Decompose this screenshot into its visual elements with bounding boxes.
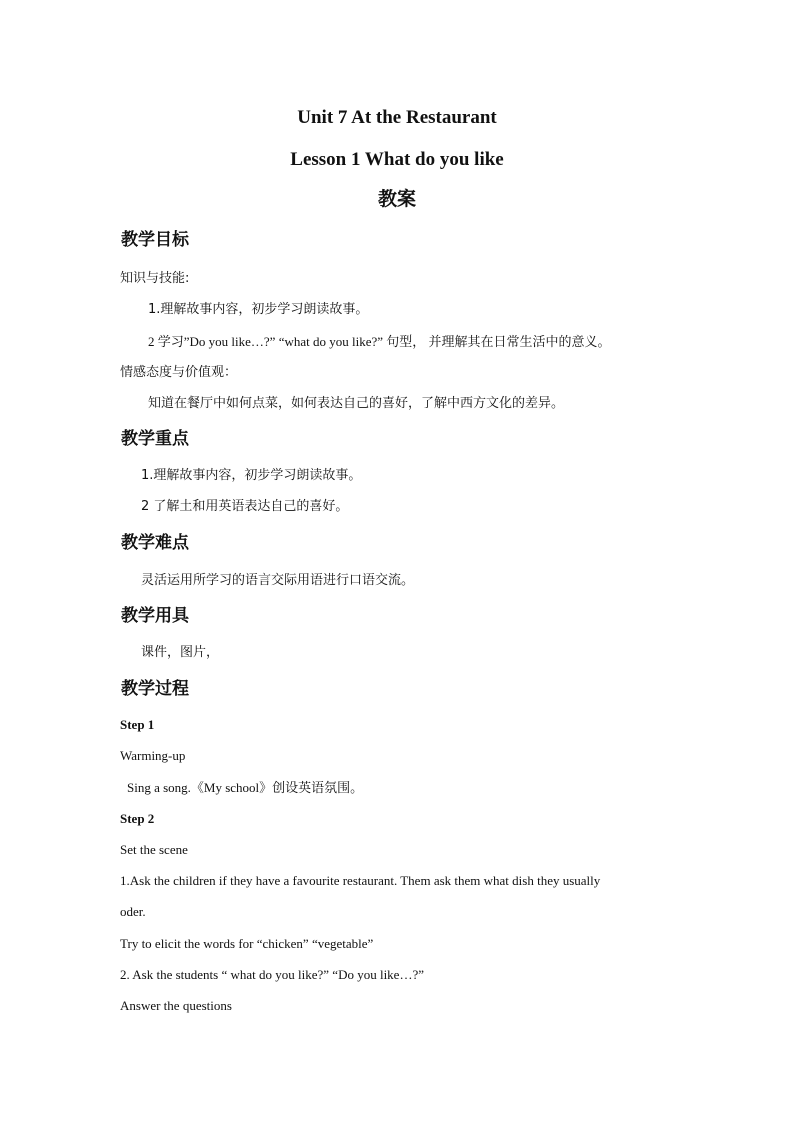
objective-item-1: 1.理解故事内容，初步学习朗读故事。 bbox=[148, 302, 369, 317]
process-heading: 教学过程 bbox=[121, 679, 189, 699]
knowledge-skills-label: 知识与技能: bbox=[120, 271, 190, 286]
key-point-item-1: 1.理解故事内容，初步学习朗读故事。 bbox=[141, 468, 362, 483]
key-point-item-2: 2 了解土和用英语表达自己的喜好。 bbox=[141, 499, 349, 514]
step-1-label: Step 1 bbox=[120, 717, 155, 732]
objective-item-2: 2 学习”Do you like…?” “what do you like?” 句型， 并理解其在日常生活中的意义。 bbox=[148, 334, 611, 349]
tools-heading: 教学用具 bbox=[121, 606, 189, 626]
step-2-line-4: 2. Ask the students “ what do you like?” “Do you like…?” bbox=[120, 967, 424, 982]
step-2-line-2: oder. bbox=[120, 904, 146, 919]
difficulties-text: 灵活运用所学习的语言交际用语进行口语交流。 bbox=[141, 573, 415, 588]
difficulties-heading: 教学难点 bbox=[121, 533, 189, 553]
step-2-label: Step 2 bbox=[120, 811, 155, 826]
step-2-line-1: 1.Ask the children if they have a favourite restaurant. Them ask them what dish they usually bbox=[120, 873, 601, 888]
lesson-plan-title: 教案 bbox=[377, 188, 416, 210]
step-2-line-5: Answer the questions bbox=[120, 998, 232, 1013]
objectives-heading: 教学目标 bbox=[121, 230, 189, 250]
step-1-title: Warming-up bbox=[120, 748, 186, 763]
lesson-title: Lesson 1 What do you like bbox=[290, 149, 504, 170]
unit-title: Unit 7 At the Restaurant bbox=[297, 107, 497, 128]
tools-text: 课件，图片， bbox=[141, 645, 220, 660]
step-2-title: Set the scene bbox=[120, 842, 188, 857]
key-points-heading: 教学重点 bbox=[121, 429, 189, 449]
step-2-line-3: Try to elicit the words for “chicken” “vegetable” bbox=[120, 936, 374, 951]
attitude-text: 知道在餐厅中如何点菜，如何表达自己的喜好，了解中西方文化的差异。 bbox=[148, 396, 565, 411]
step-1-text: Sing a song.《My school》创设英语氛围。 bbox=[127, 780, 364, 795]
attitude-label: 情感态度与价值观： bbox=[120, 365, 238, 380]
